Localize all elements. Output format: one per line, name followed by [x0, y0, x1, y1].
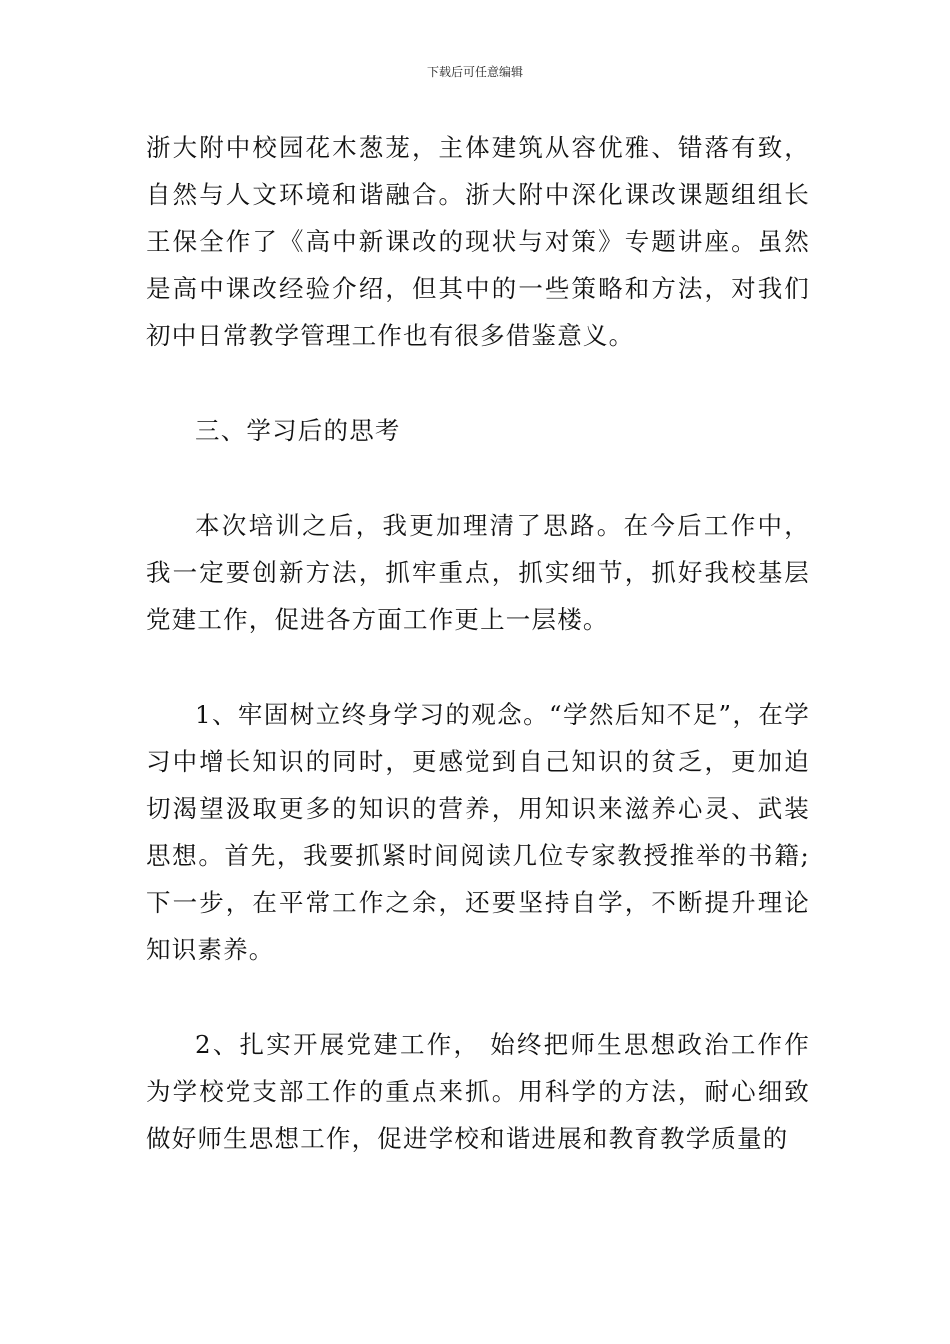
paragraph-point-2: 2、扎实开展党建工作， 始终把师生思想政治工作作为学校党支部工作的重点来抓。用科学的方法，耐心细致做好师生思想工作，促进学校和谐进展和教育教学质量的: [146, 1030, 810, 1153]
paragraph-gap: [146, 454, 810, 502]
page-header: 下载后可任意编辑: [426, 65, 523, 79]
paragraph-training: 本次培训之后，我更加理清了思路。在今后工作中，我一定要创新方法，抓牢重点，抓实细节，抓好我校基层党建工作，促进各方面工作更上一层楼。: [146, 511, 810, 634]
document-body: [146, 124, 810, 1162]
paragraph-gap: [146, 359, 810, 407]
paragraph-campus: 浙大附中校园花木葱茏，主体建筑从容优雅、错落有致，自然与人文环境和谐融合。浙大附中深化课改课题组组长王保全作了《高中新课改的现状与对策》专题讲座。虽然是高中课改经验介绍，但其中的一些策略和方法，对我们初中日常教学管理工作也有很多借鉴意义。: [146, 133, 810, 350]
paragraph-gap: [146, 973, 810, 1021]
section-heading: 三、学习后的思考: [195, 416, 401, 445]
paragraph-point-1: 1、牢固树立终身学习的观念。“学然后知不足”，在学习中增长知识的同时，更感觉到自己知识的贫乏，更加迫切渴望汲取更多的知识的营养，用知识来滋养心灵、武装思想。首先，我要抓紧时间阅读几位专家教授推举的书籍;下一步，在平常工作之余，还要坚持自学，不断提升理论知识素养。: [146, 700, 810, 964]
paragraph-gap: [146, 643, 810, 691]
